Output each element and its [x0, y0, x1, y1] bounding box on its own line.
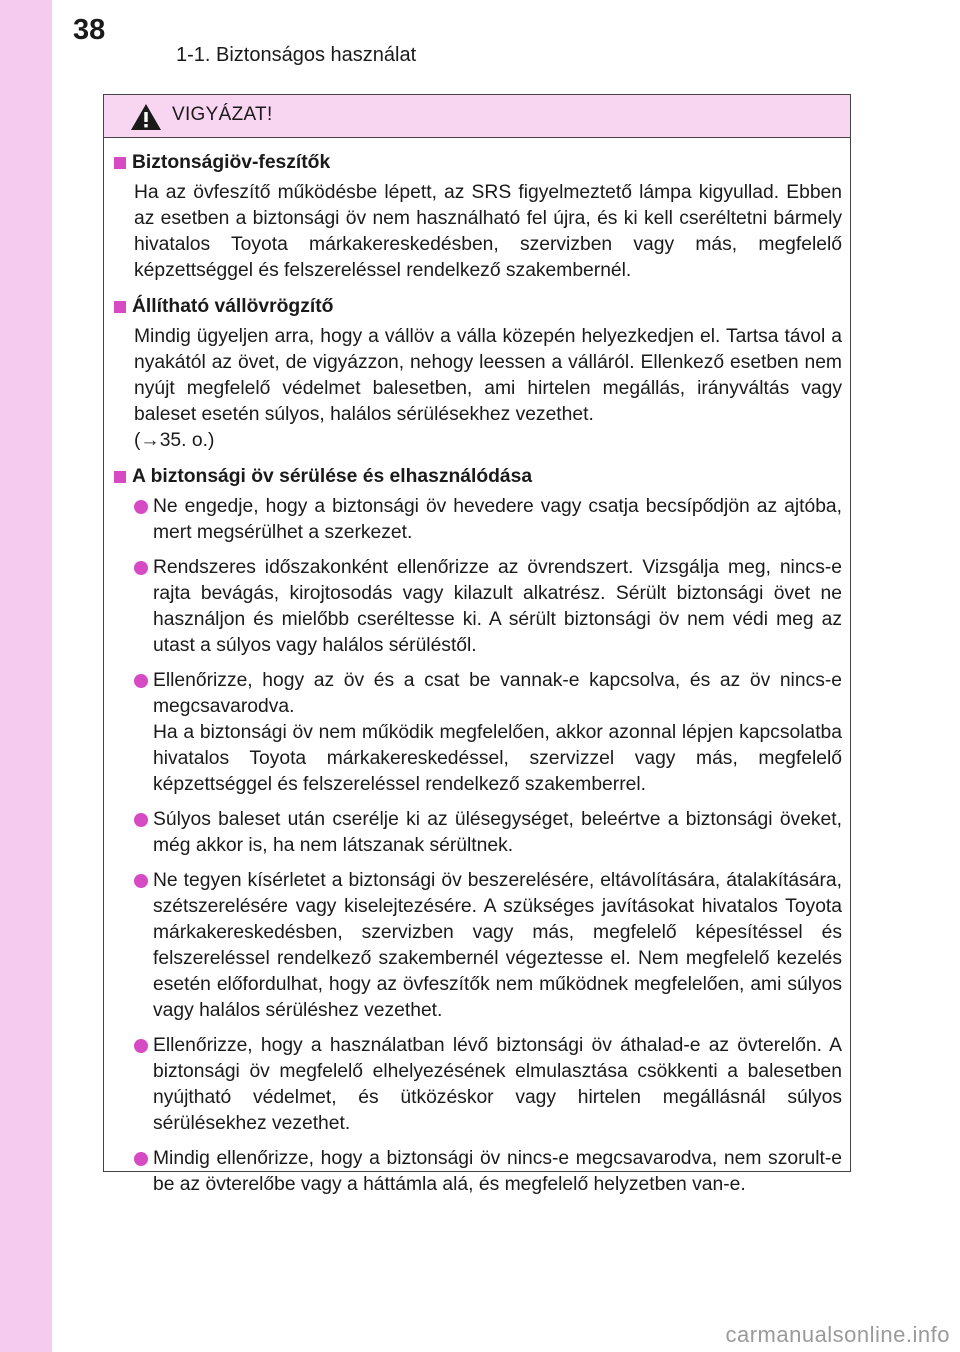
warning-title: VIGYÁZAT! [172, 104, 273, 125]
warning-box [103, 94, 851, 1195]
list-item-text: Ne tegyen kísérletet a biztonsági öv beszerelésére, eltávolítására, átalakítására, szétszerelésére vagy kiselejtezésére. A szükséges javításokat hivatalos Toyota márkakereskedésben, szervizben vagy más, megfelelő képesítéssel és felszereléssel rendelkező szakembernél végeztesse el. Nem megfelelő kezelés esetén előfordulhat, hogy az övfeszítők nem működnek megfelelően, ami súlyos vagy halálos sérüléshez vezethet. [153, 870, 842, 1021]
list-item-text-main: Ellenőrizze, hogy az öv és a csat be vannak-e kapcsolva, és az öv nincs-e megcsavarodva. [153, 670, 842, 717]
circle-bullet-icon [134, 1152, 148, 1166]
square-bullet-icon [114, 301, 126, 313]
section-title: 1-1. Biztonságos használat [176, 44, 417, 66]
section-paragraph-text: Mindig ügyeljen arra, hogy a vállöv a válla közepén helyezkedjen el. Tartsa távol a nyakától az övet, de vigyázzon, nehogy leessen a válláról. Ellenkező esetben nem nyújt megfelelő védelmet balesetben, ami hirtelen megállás, irányváltás vagy baleset esetén súlyos, halálos sérülésekhez vezethet. [134, 326, 842, 425]
list-item-text: Ellenőrizze, hogy a használatban lévő biztonsági öv áthalad-e az övterelőn. A biztonsági öv megfelelő elhelyezésének elmulasztása csökkenti a balesetben nyújtható védelmet, és ütközéskor vagy hirtelen megállásnál súlyos sérülésekhez vezethet. [153, 1035, 842, 1134]
list-item [114, 807, 842, 859]
list-item-text: Ne engedje, hogy a biztonsági öv hevedere vagy csatja becsípődjön az ajtóba, mert megsérülhet a szerkezet. [153, 496, 842, 543]
section-heading [114, 150, 842, 176]
section-heading-text: A biztonsági öv sérülése és elhasználódása [132, 466, 533, 487]
circle-bullet-icon [134, 674, 148, 688]
warning-triangle-icon [130, 103, 162, 131]
section-heading [114, 294, 842, 320]
section-paragraph: Ha az övfeszítő működésbe lépett, az SRS figyelmeztető lámpa kigyullad. Ebben az esetben a biztonsági öv nem használható fel újra, és ki kell cseréltetni bármely hivatalos Toyota márkakereskedésben, szervizben vagy más, megfelelő képzettséggel és felszereléssel rendelkező szakembernél. [134, 182, 842, 281]
page-reference: (→35. o.) [134, 430, 215, 451]
list-item-text: Mindig ellenőrizze, hogy a biztonsági öv nincs-e megcsavarodva, nem szorult-e be az övterelőbe vagy a háttámla alá, és megfelelő helyzetben van-e. [153, 1148, 842, 1195]
circle-bullet-icon [134, 1039, 148, 1053]
section-heading-text: Állítható vállövrögzítő [132, 296, 334, 317]
list-item-text-extra: Ha a biztonsági öv nem működik megfelelően, akkor azonnal lépjen kapcsolatba hivatalos Toyota márkakereskedéssel, szervizzel vagy más, megfelelő képzettséggel és felszereléssel rendelkező szakemberrel. [153, 722, 842, 795]
list-item [114, 1146, 842, 1198]
section-heading [114, 464, 842, 490]
side-band [0, 0, 52, 1352]
list-item-text: Súlyos baleset után cserélje ki az ülésegységet, beleértve a biztonsági öveket, még akkor is, ha nem látszanak sérültnek. [153, 809, 842, 856]
square-bullet-icon [114, 471, 126, 483]
watermark: carmanualsonline.info [725, 1322, 950, 1347]
list-item [114, 1033, 842, 1137]
list-item-text: Rendszeres időszakonként ellenőrizze az övrendszert. Vizsgálja meg, nincs-e rajta bevágás, kirojtosodás vagy kilazult alkatrész. Sérült biztonsági övet ne használjon és mielőbb cseréltesse ki. A sérült biztonsági öv nem védi meg az utast a súlyos vagy halálos sérüléstől. [153, 557, 842, 656]
warning-body [104, 138, 850, 1198]
list-item [114, 555, 842, 659]
square-bullet-icon [114, 157, 126, 169]
page-number: 38 [73, 14, 106, 46]
warning-header [104, 95, 850, 138]
circle-bullet-icon [134, 500, 148, 514]
section-heading-text: Biztonságiöv-feszítők [132, 152, 331, 173]
list-item [114, 494, 842, 546]
circle-bullet-icon [134, 874, 148, 888]
list-item-text [153, 668, 842, 798]
list-item [114, 868, 842, 1024]
list-item [114, 668, 842, 798]
circle-bullet-icon [134, 561, 148, 575]
section-paragraph [114, 324, 842, 454]
circle-bullet-icon [134, 813, 148, 827]
